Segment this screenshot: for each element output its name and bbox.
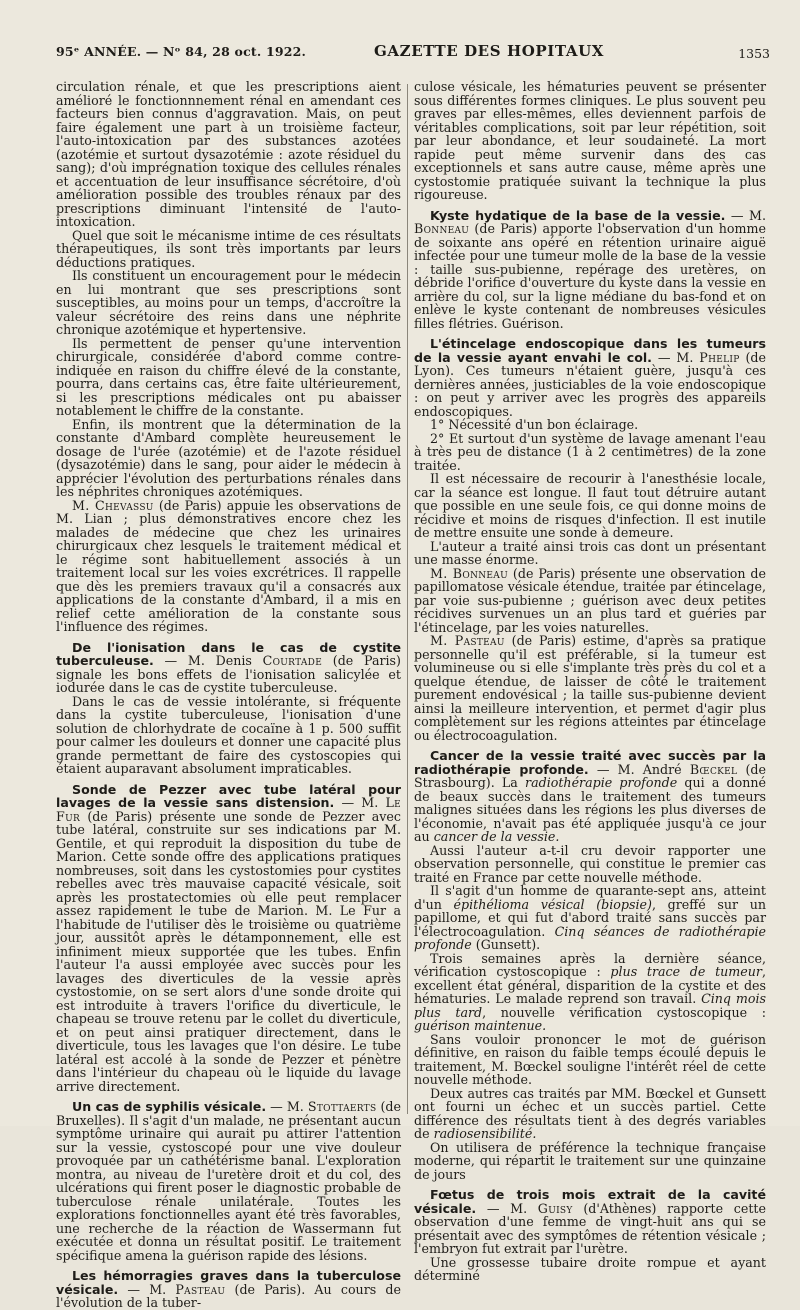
paragraph <box>414 567 766 635</box>
italic-term: radiothérapie profonde <box>525 775 677 790</box>
author-name: Le Fur <box>56 795 401 824</box>
list-item: 1° Nécessité d'un bon éclairage. <box>414 418 766 432</box>
paragraph-text: , excellent état général, disparition de la cystite et des hématuries. Le malade reprend son travail. <box>414 964 766 1006</box>
section-ionisation <box>56 641 401 695</box>
section-intro: — M. <box>476 1201 538 1216</box>
italic-term: Cinq séances de radiothérapie profonde <box>414 924 766 953</box>
paragraph: culose vésicale, les hématuries peuvent se présenter sous différentes formes cliniques. Le plus souvent peu graves par elles-mêmes, elles deviennent parfois de véritables complications, soit par leur répétition, soit par leur abondance, et leur soudaineté. La mort rapide peut même survenir dans des cas exceptionnels et sans autre cause, même après une cystostomie pratiquée suivant la technique la plus rigoureuse. <box>414 80 766 202</box>
paragraph: On utilisera de préférence la technique française moderne, qui répartit le traitement sur une quinzaine de jours <box>414 1141 766 1182</box>
author-name: Stottaerts <box>308 1099 377 1114</box>
paragraph-text: (Gunsett). <box>472 937 540 952</box>
section-intro: — M. <box>266 1099 308 1114</box>
paragraph-text: (de Paris) apporte l'observation d'un homme de soixante ans opéré en rétention urinaire aiguë infectée pour une tumeur molle de la base de la vessie : taille sus-pubienne, repérage des uretères, on débride l'orifice d'ouverture du kyste dans la vessie en arrière du col, sur la ligne médiane du bas-fond et on enlève le kyste contenant de nombreuses vésicules filles flétries. Guérison. <box>414 221 766 331</box>
list-item: 2° Et surtout d'un système de lavage amenant l'eau à très peu de distance (1 à 2 centimètres) de la zone traitée. <box>414 432 766 473</box>
paragraph-text: (de Paris) présente une sonde de Pezzer avec tube latéral, construite sur ses indications par M. Gentile, et qui reproduit la disposition du tube de Marion. Cette sonde offre des applications pratiques nombreuses, soit dans les cystostomies pour cystites rebelles avec très mauvaise capacité vésicale, soit après les prostatectomies où elle peut remplacer assez rapidement le tube de Marion. M. Le Fur a l'habitude de l'utiliser dès le troisième ou quatrième jour, aussitôt après le détamponnement, elle est infiniment mieux supportée que les tubes. Enfin l'auteur l'a aussi employée avec succès pour les lavages des diverticules de la vessie après cystostomie, on se sert alors d'une sonde droite qui est introduite à travers l'orifice du diverticule, le chapeau se trouve retenu par le collet du diverticule, et on peut ainsi pratiquer directement, dans le diverticule, tous les lavages que l'on désire. Le tube latéral est accolé à la sonde de Pezzer et pénètre dans l'intérieur du chapeau où le liquide du lavage arrive directement. <box>56 809 401 1094</box>
section-syphilis <box>56 1100 401 1262</box>
column-divider <box>407 84 408 1114</box>
section-etincelage <box>414 337 766 418</box>
paragraph: Enfin, ils montrent que la détermination de la constante d'Ambard complète heureusement le dosage de l'urée (azotémie) et de l'azote résiduel (dysazotémie) dans le sang, pour aider le médecin à apprécier l'évolution des perturbations rénales dans les néphrites chroniques azotémiques. <box>56 418 401 499</box>
paragraph <box>414 1087 766 1141</box>
paragraph-text: (de Bruxelles). Il s'agit d'un malade, ne présentant aucun symptôme urinaire qui aurait pu attirer l'attention sur la vessie, cystoscopé pour une vive douleur provoquée par un cathétérisme banal. L'exploration montra, au niveau de l'uretère droit et du col, des ulcérations qui firent poser le diagnostic probable de tuberculose rénale unilatérale. Toutes les explorations fonctionnelles ayant été très favorables, une recherche de la réaction de Wassermann fut exécutée et donna un résultat positif. Le traitement spécifique amena la guérison rapide des lésions. <box>56 1099 401 1263</box>
issue-info: 95ᵉ ANNÉE. — Nᵒ 84, 28 oct. 1922. <box>56 44 306 59</box>
paragraph-text: , greffé sur un papillome, et qui fut d'abord traité sans succès par l'électrocoagulation. <box>414 897 766 939</box>
section-foetus <box>414 1188 766 1256</box>
author-name: Courtade <box>263 653 322 668</box>
paragraph-text: Deux autres cas traités par MM. Bœckel et Gunsett ont fourni un échec et un succès partiel. Cette différence des résultats tient à des degrés variables de <box>414 1086 766 1142</box>
paragraph: Dans le cas de vessie intolérante, si fréquente dans la cystite tuberculeuse, l'ionisation d'une solution de chlorhydrate de cocaïne à 1 p. 500 suffit pour calmer les douleurs et donner une capacité plus grande permettant de faire des cystoscopies qui étaient auparavant absolument impraticables. <box>56 695 401 776</box>
paragraph: Sans vouloir prononcer le mot de guérison définitive, en raison du faible temps écoulé depuis le traitement, M. Bœckel souligne l'intérêt réel de cette nouvelle méthode. <box>414 1033 766 1087</box>
section-heading: Kyste hydatique de la base de la vessie. <box>430 208 725 223</box>
author-name: Phelip <box>699 350 739 365</box>
section-heading: Les hémorragies graves dans la tuberculose vésicale. <box>56 1268 401 1297</box>
paragraph: Aussi l'auteur a-t-il cru devoir rapporter une observation personnelle, qui constitue le premier cas traité en France par cette nouvelle méthode. <box>414 844 766 885</box>
italic-term: guérison maintenue. <box>414 1018 546 1033</box>
section-intro: — M. Denis <box>154 653 263 668</box>
paragraph-text: Trois semaines après la dernière séance, vérification cystoscopique : <box>414 951 766 980</box>
paragraph: L'auteur a traité ainsi trois cas dont un présentant une masse énorme. <box>414 540 766 567</box>
paragraph-text: Il s'agit d'un homme de quarante-sept ans, atteint d'un <box>414 883 766 912</box>
section-intro: — M. André <box>589 762 690 777</box>
paragraph-text: (de Lyon). Ces tumeurs n'étaient guère, jusqu'à ces dernières années, justiciables de la voie endoscopique : on peut y arriver avec les progrès des appareils endoscopiques. <box>414 350 766 419</box>
italic-term: radiosensibilité. <box>434 1126 537 1141</box>
section-heading: De l'ionisation dans le cas de cystite tuberculeuse. <box>56 640 401 669</box>
section-intro: — M. <box>118 1282 175 1297</box>
section-heading: Cancer de la vessie traité avec succès par la radiothérapie profonde. <box>414 748 766 777</box>
paragraph: Il est nécessaire de recourir à l'anesthésie locale, car la séance est longue. Il faut tout détruire autant que possible en une seule fois, ce qui donne moins de récidive et moins de risques d'infection. Il est inutile de mettre ensuite une sonde à demeure. <box>414 472 766 540</box>
paragraph-text: , nouvelle vérification cystoscopique : <box>482 1005 766 1020</box>
page-number: 1353 <box>738 46 770 61</box>
paragraph: Ils permettent de penser qu'une intervention chirurgicale, considérée d'abord comme contre-indiquée en raison du chiffre élevé de la constante, pourra, dans certains cas, être faite ultérieurement, si les prescriptions médicales ont pu abaisser notablement le chiffre de la constante. <box>56 337 401 418</box>
author-name: M. Chevassu <box>72 498 154 513</box>
italic-term: plus trace de tumeur <box>610 964 762 979</box>
paragraph: Ils constituent un encouragement pour le médecin en lui montrant que ses prescriptions sont susceptibles, au moins pour un temps, d'accroître la valeur sécrétoire des reins dans une néphrite chronique azotémique et hypertensive. <box>56 269 401 337</box>
section-intro: — M. <box>725 208 766 223</box>
paragraph-text: (de Strasbourg). La <box>414 762 766 791</box>
italic-term: Cinq mois plus tard <box>414 991 766 1020</box>
author-name: M. Pasteau <box>430 633 505 648</box>
author-name: Pasteau <box>175 1282 225 1297</box>
left-column <box>56 80 401 1310</box>
paragraph: Quel que soit le mécanisme intime de ces résultats thérapeutiques, ils sont très importants par leurs déductions pratiques. <box>56 229 401 270</box>
section-cancer-radiotherapie <box>414 749 766 844</box>
author-name: Bonneau <box>414 221 469 236</box>
paragraph-text: (de Paris) appuie les observations de M. Lian ; plus démonstratives encore chez les malades de médecine que chez les urinaires chirurgicaux chez lesquels le traitement médical et le régime sont habituellement associés à un traitement local sur les voies excrétrices. Il rappelle que dès les premiers travaux qu'il a consacrés aux applications de la constante d'Ambard, il a mis en relief cette amélioration de la constante sous l'influence des régimes. <box>56 498 401 635</box>
paragraph-text: (de Paris) présente une observation de papillomatose vésicale étendue, traitée par étincelage, par voie sus-pubienne ; guérison avec deux petites récidives survenues un an plus tard et guéries par l'étincelage, par les voies naturelles. <box>414 566 766 635</box>
paragraph-text: qui a donné de beaux succès dans le traitement des tumeurs malignes situées dans les régions les plus diverses de l'économie, n'avait pas été appliquée jusqu'à ce jour au <box>414 775 766 844</box>
right-column <box>414 80 766 1283</box>
section-intro: — M. <box>334 795 385 810</box>
section-heading: Fœtus de trois mois extrait de la cavité vésicale. <box>414 1187 766 1216</box>
journal-title: GAZETTE DES HOPITAUX <box>374 42 604 60</box>
section-heading: Sonde de Pezzer avec tube latéral pour lavages de la vessie sans distension. <box>56 782 401 811</box>
section-sonde-pezzer <box>56 783 401 1094</box>
paragraph-text: (de Paris) signale les bons effets de l'ionisation salicylée et iodurée dans le cas de cystite tuberculeuse. <box>56 653 401 695</box>
paragraph <box>414 952 766 1033</box>
section-hemorragies <box>56 1269 401 1310</box>
author-name: Bœckel <box>690 762 737 777</box>
author-name: Guisy <box>538 1201 573 1216</box>
section-kyste-hydatique <box>414 209 766 331</box>
paragraph <box>56 499 401 634</box>
paragraph-text: (d'Athènes) rapporte cette observation d'une femme de vingt-huit ans qui se présentait avec des symptômes de rétention vésicale ; l'embryon fut extrait par l'urètre. <box>414 1201 766 1257</box>
paragraph-text: (de Paris) estime, d'après sa pratique personnelle qu'il est préférable, si la tumeur est volumineuse ou si elle s'implante très près du col et a quelque étendue, de laisser de côté le traitement purement endovésical ; la taille sus-pubienne devient ainsi la meilleure intervention, et permet d'agir plus complètement sur les régions atteintes par étincelage ou électrocoagulation. <box>414 633 766 743</box>
italic-term: épithélioma vésical (biopsie) <box>454 897 652 912</box>
paragraph <box>414 634 766 742</box>
author-name: M. Bonneau <box>430 566 508 581</box>
page-header <box>56 40 770 62</box>
paragraph: circulation rénale, et que les prescriptions aient amélioré le fonctionnnement rénal en amendant ces facteurs bien connus d'aggravation. Mais, on peut faire également une part à un troisième facteur, l'auto-intoxication par des substances azotées (azotémie et surtout dysazotémie : azote résiduel du sang); d'où imprégnation toxique des cellules rénales et accentuation de leur insuffisance sécrétoire, d'où amélioration possible des troubles rénaux par des prescriptions diminuant l'intensité de l'auto-intoxication. <box>56 80 401 229</box>
section-heading: L'étincelage endoscopique dans les tumeurs de la vessie ayant envahi le col. <box>414 336 766 365</box>
italic-term: cancer de la vessie. <box>434 829 560 844</box>
section-intro: — M. <box>652 350 699 365</box>
paragraph: Une grossesse tubaire droite rompue et ayant déterminé <box>414 1256 766 1283</box>
paragraph <box>414 884 766 952</box>
section-heading: Un cas de syphilis vésicale. <box>72 1099 266 1114</box>
paragraph-text: (de Paris). Au cours de l'évolution de la tuber- <box>56 1282 401 1310</box>
